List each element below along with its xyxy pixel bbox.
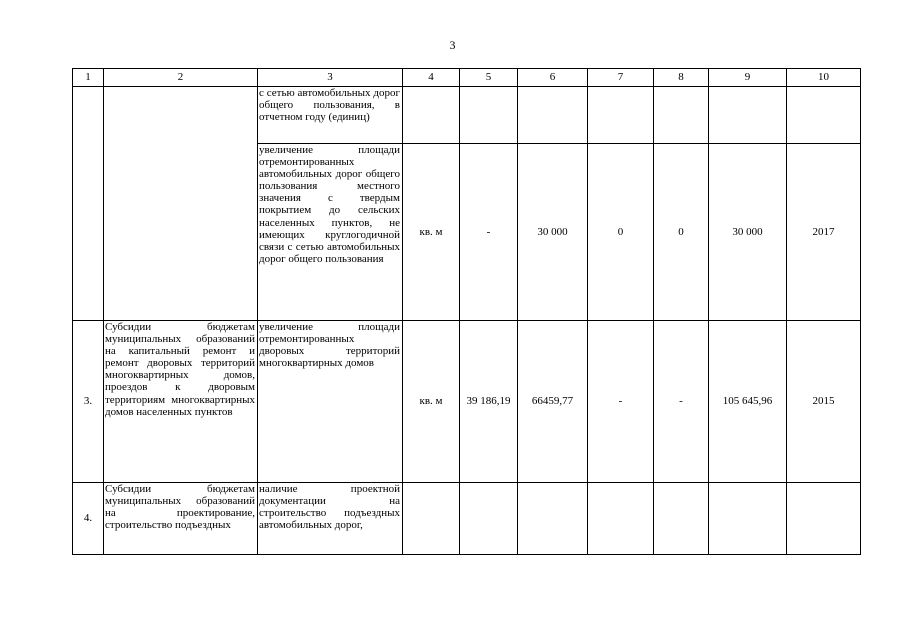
value-cell-10: 2015 xyxy=(787,321,861,483)
indicator-cell: наличие проектной документации на строительство подъездных автомобильных дорог, xyxy=(258,483,403,555)
value-cell-7 xyxy=(588,483,654,555)
row-number-cell: 3. xyxy=(73,321,104,483)
column-header: 1 xyxy=(73,69,104,87)
unit-cell xyxy=(403,87,460,144)
value-cell-10 xyxy=(787,87,861,144)
unit-cell: кв. м xyxy=(403,321,460,483)
value-cell-10 xyxy=(787,483,861,555)
value-cell-9 xyxy=(709,87,787,144)
indicator-cell: увеличение площади отремонтированных автомобильных дорог общего пользования местного значения с твердым покрытием до сельских населенных пунктов, не имеющих круглогодичной связи с сетью автомобильных дорог общего пользования xyxy=(258,144,403,321)
indicator-cell: с сетью автомобильных дорог общего пользования, в отчетном году (единиц) xyxy=(258,87,403,144)
value-cell-8 xyxy=(654,87,709,144)
value-cell-7: 0 xyxy=(588,144,654,321)
value-cell-6: 30 000 xyxy=(518,144,588,321)
column-header: 10 xyxy=(787,69,861,87)
column-header: 4 xyxy=(403,69,460,87)
data-table xyxy=(72,68,861,555)
column-header: 8 xyxy=(654,69,709,87)
value-cell-7: - xyxy=(588,321,654,483)
row-number-cell xyxy=(73,87,104,321)
table-row xyxy=(73,483,861,555)
value-cell-8: - xyxy=(654,321,709,483)
value-cell-5: - xyxy=(460,144,518,321)
measure-name-cell xyxy=(104,87,258,321)
value-cell-6: 66459,77 xyxy=(518,321,588,483)
value-cell-8: 0 xyxy=(654,144,709,321)
column-header: 7 xyxy=(588,69,654,87)
table-header-row xyxy=(73,69,861,87)
value-cell-7 xyxy=(588,87,654,144)
table-row xyxy=(73,321,861,483)
column-header: 6 xyxy=(518,69,588,87)
column-header: 5 xyxy=(460,69,518,87)
unit-cell xyxy=(403,483,460,555)
value-cell-5 xyxy=(460,483,518,555)
measure-name-cell: Субсидии бюджетам муниципальных образований на проектирование, строительство подъездных xyxy=(104,483,258,555)
measure-name-cell: Субсидии бюджетам муниципальных образований на капитальный ремонт и ремонт дворовых территорий многоквартирных домов, проездов к дворовым территориям многоквартирных домов населенных пунктов xyxy=(104,321,258,483)
value-cell-9 xyxy=(709,483,787,555)
unit-cell: кв. м xyxy=(403,144,460,321)
column-header: 3 xyxy=(258,69,403,87)
value-cell-6 xyxy=(518,87,588,144)
value-cell-9: 30 000 xyxy=(709,144,787,321)
page-number: 3 xyxy=(449,38,456,52)
column-header: 9 xyxy=(709,69,787,87)
column-header: 2 xyxy=(104,69,258,87)
value-cell-5 xyxy=(460,87,518,144)
value-cell-10: 2017 xyxy=(787,144,861,321)
value-cell-5: 39 186,19 xyxy=(460,321,518,483)
value-cell-8 xyxy=(654,483,709,555)
value-cell-6 xyxy=(518,483,588,555)
table-row xyxy=(73,87,861,144)
value-cell-9: 105 645,96 xyxy=(709,321,787,483)
indicator-cell: увеличение площади отремонтированных дворовых территорий многоквартирных домов xyxy=(258,321,403,483)
row-number-cell: 4. xyxy=(73,483,104,555)
